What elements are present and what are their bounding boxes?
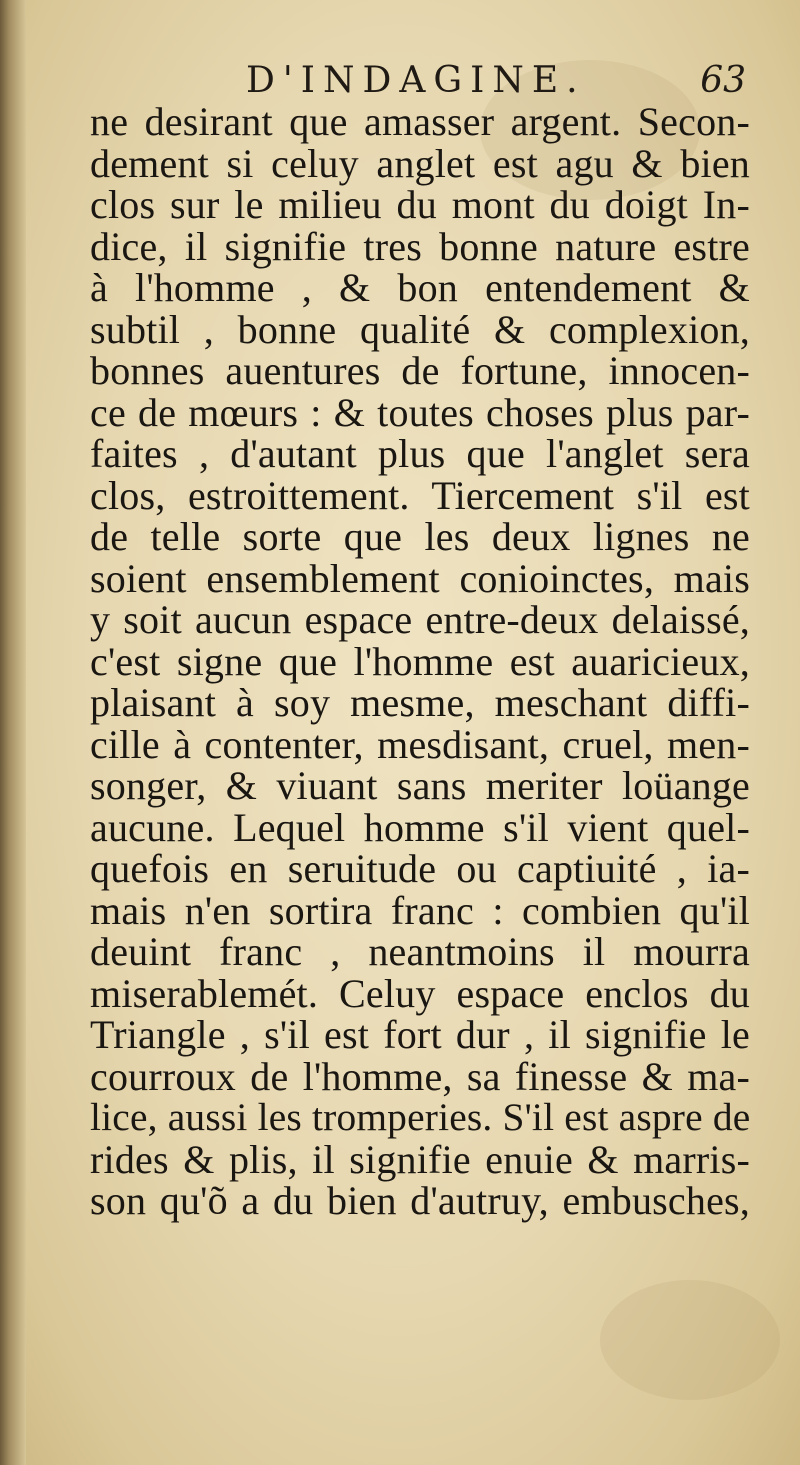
body-text	[90, 101, 750, 1222]
text-line: mais n'en sortira franc : combien qu'il	[90, 887, 750, 933]
text-line: songer, & viuant sans meriter loüange	[90, 763, 750, 808]
page-gutter	[0, 0, 26, 1465]
text-line: cille à contenter, mesdisant, cruel, men-	[90, 721, 750, 767]
text-line: ne desirant que amasser argent. Secon-	[90, 99, 750, 144]
text-line: de telle sorte que les deux lignes ne	[90, 514, 750, 559]
text-line: miserablemét. Celuy espace enclos du	[90, 970, 750, 1016]
text-line: dement si celuy anglet est agu & bien	[90, 140, 750, 186]
text-line: deuint franc , neantmoins il mourra	[90, 929, 750, 974]
text-line: y soit aucun espace entre-deux delaissé,	[90, 597, 750, 642]
text-line: clos sur le milieu du mont du doigt In-	[90, 182, 750, 227]
text-line: courroux de l'homme, sa finesse & ma-	[90, 1053, 750, 1099]
text-line: plaisant à soy mesme, meschant diffi-	[90, 680, 750, 725]
page-number: 63	[700, 60, 746, 101]
text-line: clos, estroittement. Tiercement s'il est	[90, 472, 750, 518]
text-line: ce de mœurs : & toutes choses plus par-	[90, 389, 750, 435]
text-line: à l'homme , & bon entendement &	[90, 265, 750, 310]
text-line: aucune. Lequel homme s'il vient quel-	[90, 804, 750, 850]
text-line: son qu'õ a du bien d'autruy, embusches,	[90, 1178, 750, 1223]
running-title: D'INDAGINE.	[246, 60, 586, 101]
text-line: faites , d'autant plus que l'anglet sera	[90, 431, 750, 476]
text-line: c'est signe que l'homme est auaricieux,	[90, 638, 750, 684]
text-line: subtil , bonne qualité & complexion,	[90, 306, 750, 352]
text-line: dice, il signifie tres bonne nature estre	[90, 223, 750, 269]
text-line: soient ensemblement conioinctes, mais	[90, 555, 750, 601]
paper-stain	[600, 1280, 780, 1400]
text-line: quefois en seruitude ou captiuité , ia-	[90, 846, 750, 891]
text-line: Triangle , s'il est fort dur , il signifie le	[90, 1012, 750, 1057]
text-line: bonnes auentures de fortune, innocen-	[90, 348, 750, 393]
text-line: rides & plis, il signifie enuie & marris-	[90, 1136, 750, 1182]
text-line: lice, aussi les tromperies. S'il est aspre de	[90, 1095, 751, 1139]
